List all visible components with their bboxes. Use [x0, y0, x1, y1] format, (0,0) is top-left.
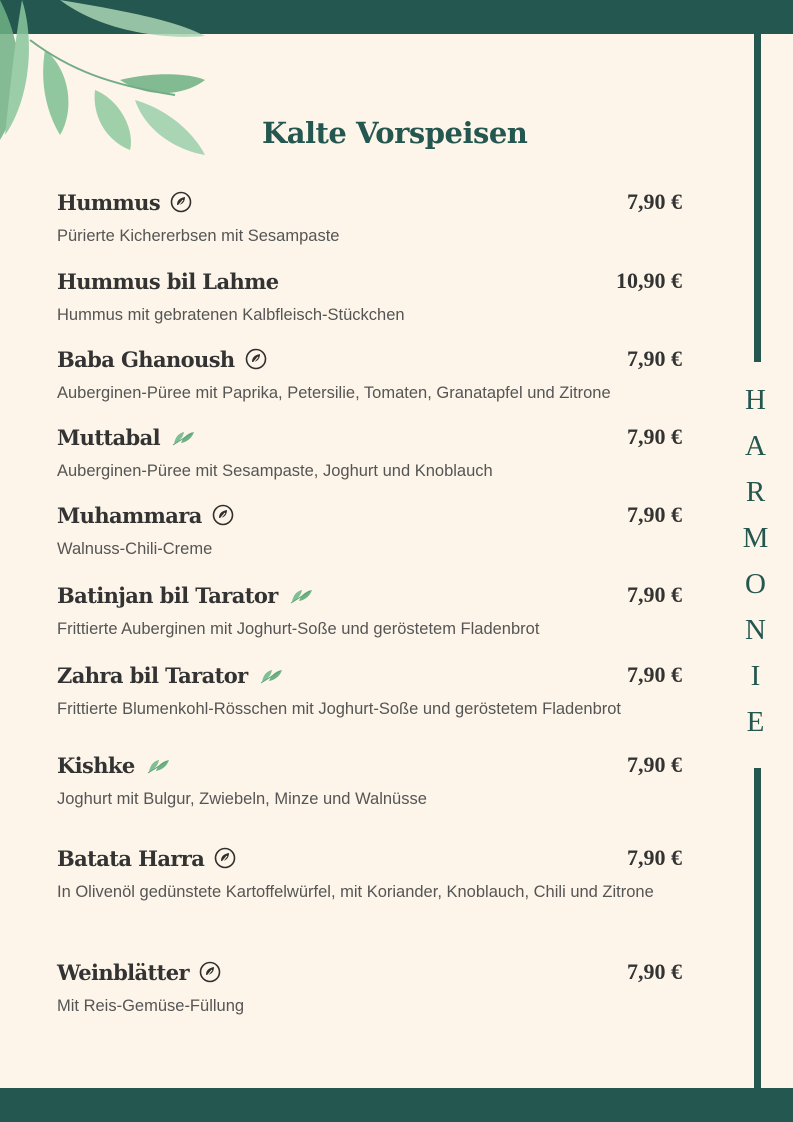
menu-item-header [57, 843, 737, 873]
menu-item-name: Baba Ghanoush [57, 346, 235, 372]
menu-item-description: Walnuss-Chili-Creme [57, 540, 213, 558]
menu-item-header [57, 580, 737, 610]
page-title: Kalte Vorspeisen [262, 116, 528, 150]
brand-name: HARMONIE [739, 384, 772, 752]
vegan-badge-icon [170, 191, 192, 213]
menu-item-description: Auberginen-Püree mit Sesampaste, Joghurt und Knoblauch [57, 462, 493, 480]
menu-item-price: 7,90 € [627, 752, 682, 777]
menu-item-header [57, 660, 737, 690]
menu-item [57, 344, 737, 404]
menu-item-price: 7,90 € [627, 959, 682, 984]
menu-item-name: Zahra bil Tarator [57, 662, 248, 688]
menu-item-price: 7,90 € [627, 662, 682, 687]
menu-item [57, 580, 737, 640]
leaf-branch-icon [0, 0, 240, 170]
vegan-badge-icon [245, 348, 267, 370]
menu-item-description: Joghurt mit Bulgur, Zwiebeln, Minze und Walnüsse [57, 790, 427, 808]
menu-item-header [57, 266, 737, 296]
menu-item [57, 422, 737, 482]
menu-item-name: Batata Harra [57, 845, 205, 871]
menu-item-header [57, 750, 737, 780]
bottom-bar [0, 1088, 793, 1122]
menu-item-price: 7,90 € [627, 346, 682, 371]
side-line-bottom [754, 768, 761, 1088]
menu-item-name: Muttabal [57, 424, 160, 450]
menu-item-header [57, 957, 737, 987]
menu-item [57, 187, 737, 247]
menu-item-description: Pürierte Kichererbsen mit Sesampaste [57, 227, 340, 245]
menu-item-price: 7,90 € [627, 502, 682, 527]
menu-item [57, 750, 737, 810]
menu-item-header [57, 500, 737, 530]
vegetarian-leaf-icon [145, 754, 171, 776]
vegetarian-leaf-icon [170, 426, 196, 448]
vegetarian-leaf-icon [258, 664, 284, 686]
menu-item-description: Hummus mit gebratenen Kalbfleisch-Stückchen [57, 306, 405, 324]
side-line-top [754, 34, 761, 362]
menu-item-header [57, 187, 737, 217]
menu-item [57, 500, 737, 560]
menu-item-name: Hummus bil Lahme [57, 268, 279, 294]
menu-item-name: Muhammara [57, 502, 202, 528]
menu-item-price: 7,90 € [627, 582, 682, 607]
vegan-badge-icon [214, 847, 236, 869]
menu-item-name: Batinjan bil Tarator [57, 582, 278, 608]
vegetarian-leaf-icon [288, 584, 314, 606]
menu-item-price: 7,90 € [627, 189, 682, 214]
menu-item-description: Mit Reis-Gemüse-Füllung [57, 997, 245, 1015]
menu-item-description: Frittierte Auberginen mit Joghurt-Soße und geröstetem Fladenbrot [57, 620, 540, 638]
menu-item-price: 7,90 € [627, 424, 682, 449]
menu-item-name: Weinblätter [57, 959, 189, 985]
vegan-badge-icon [212, 504, 234, 526]
menu-item-price: 7,90 € [627, 845, 682, 870]
menu-item [57, 660, 737, 720]
menu-item-price: 10,90 € [616, 268, 682, 293]
menu-item [57, 266, 737, 326]
menu-item-name: Hummus [57, 189, 161, 215]
menu-item-name: Kishke [57, 752, 135, 778]
menu-item-header [57, 422, 737, 452]
menu-item-description: Auberginen-Püree mit Paprika, Petersilie, Tomaten, Granatapfel und Zitrone [57, 384, 611, 402]
menu-item-header [57, 344, 737, 374]
menu-item [57, 843, 737, 903]
vegan-badge-icon [199, 961, 221, 983]
menu-item-description: In Olivenöl gedünstete Kartoffelwürfel, mit Koriander, Knoblauch, Chili und Zitrone [57, 883, 654, 901]
menu-item [57, 957, 737, 1017]
menu-item-description: Frittierte Blumenkohl-Rösschen mit Joghurt-Soße und geröstetem Fladenbrot [57, 700, 622, 718]
